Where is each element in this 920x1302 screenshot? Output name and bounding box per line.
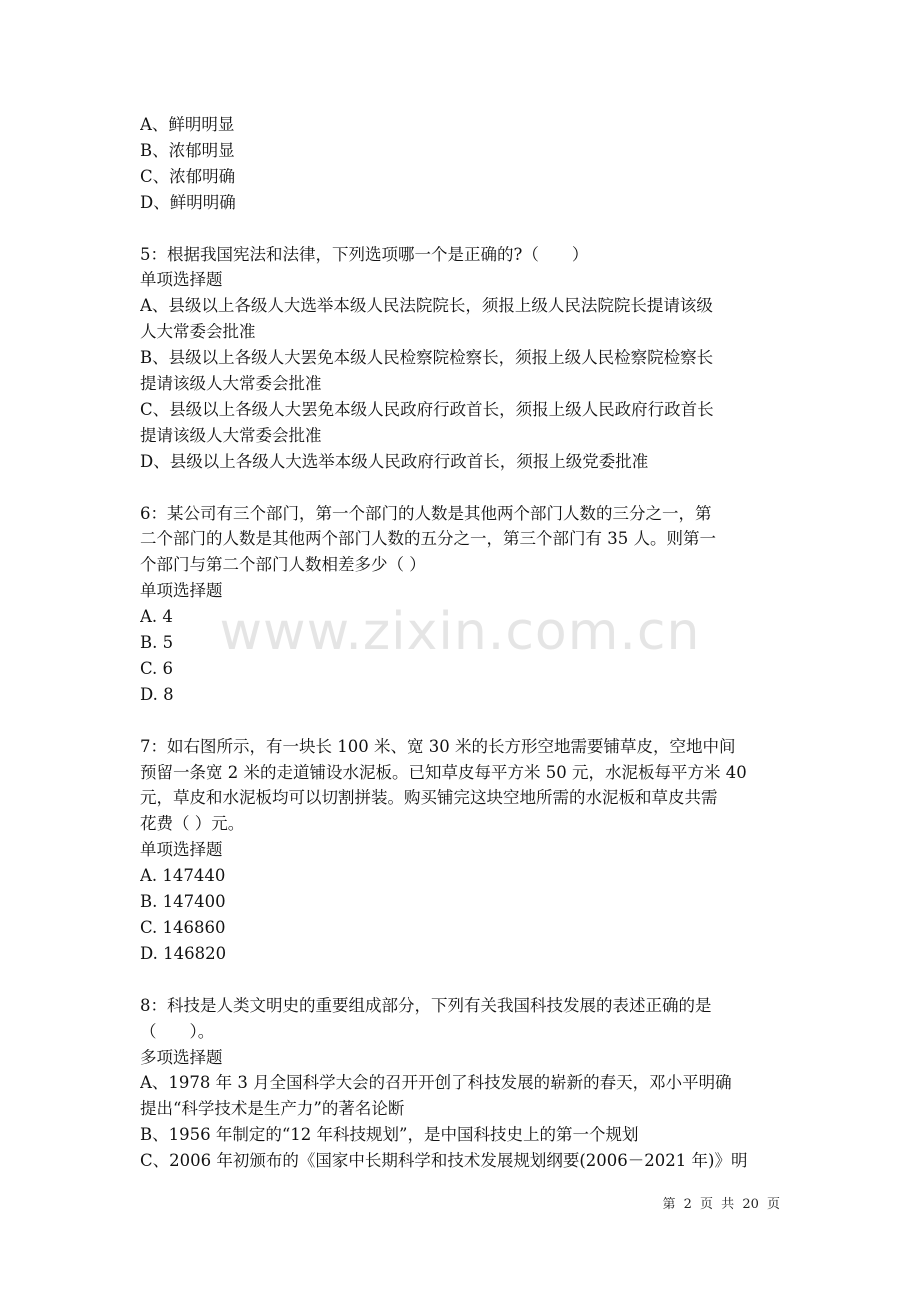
question-7	[140, 734, 785, 967]
option-line: D、县级以上各级人大选举本级人民政府行政首长，须报上级党委批准	[140, 451, 649, 471]
option-line: 人大常委会批准	[140, 322, 256, 342]
option-line: D. 8	[140, 684, 174, 704]
option-line: 提请该级人大常委会批准	[140, 374, 322, 394]
question-type: 单项选择题	[140, 581, 223, 601]
option-line: A、县级以上各级人大选举本级人民法院院长，须报上级人民法院院长提请该级	[140, 296, 713, 316]
question-type: 单项选择题	[140, 840, 223, 860]
option-line: 提请该级人大常委会批准	[140, 425, 322, 445]
question-type: 多项选择题	[140, 1047, 223, 1067]
question-stem: 二个部门的人数是其他两个部门人数的五分之一，第三个部门有 35 人。则第一	[140, 529, 716, 549]
option-line: C. 6	[140, 658, 174, 678]
option-line: C. 146860	[140, 917, 226, 937]
watermark: www.zixin.com.cn	[219, 602, 701, 662]
option-line: C、浓郁明确	[140, 166, 236, 186]
option-line: C、2006 年初颁布的《国家中长期科学和技术发展规划纲要(2006－2021 年)》明	[140, 1151, 748, 1171]
page-footer: 第 2 页 共 20 页	[662, 1197, 780, 1212]
option-line: 提出“科学技术是生产力”的著名论断	[140, 1099, 405, 1119]
option-list	[140, 112, 785, 216]
question-stem: 7：如右图所示，有一块长 100 米、宽 30 米的长方形空地需要铺草皮，空地中间	[140, 736, 736, 756]
option-line: B、县级以上各级人大罢免本级人民检察院检察长，须报上级人民检察院检察长	[140, 348, 714, 368]
option-line: A、鲜明明显	[140, 115, 235, 134]
option-line: A. 147440	[140, 866, 226, 886]
page-content	[140, 112, 785, 1174]
option-line: A、1978 年 3 月全国科学大会的召开开创了科技发展的崭新的春天，邓小平明确	[140, 1073, 732, 1093]
question-stem: 个部门与第二个部门人数相差多少（ ）	[140, 555, 426, 575]
question-stem: 8：科技是人类文明史的重要组成部分，下列有关我国科技发展的表述正确的是	[140, 995, 712, 1015]
option-line: D、鲜明明确	[140, 192, 236, 212]
question-stem: （ ）。	[140, 1021, 215, 1041]
question-stem: 预留一条宽 2 米的走道铺设水泥板。已知草皮每平方米 50 元，水泥板每平方米 40	[140, 762, 747, 782]
question-type: 单项选择题	[140, 270, 223, 290]
question-stem: 5：根据我国宪法和法律，下列选项哪一个是正确的?（ ）	[140, 244, 589, 264]
option-line: A. 4	[140, 607, 173, 627]
question-stem: 花费（ ）元。	[140, 814, 245, 834]
option-line: B、1956 年制定的“12 年科技规划”，是中国科技史上的第一个规划	[140, 1125, 639, 1145]
option-line: B. 147400	[140, 892, 226, 912]
option-line: B、浓郁明显	[140, 140, 235, 160]
option-line: D. 146820	[140, 943, 227, 963]
question-6	[140, 501, 785, 708]
option-line: B. 5	[140, 633, 174, 653]
question-8	[140, 993, 785, 1174]
question-stem: 元，草皮和水泥板均可以切割拼装。购买铺完这块空地所需的水泥板和草皮共需	[140, 788, 718, 808]
question-5	[140, 242, 785, 475]
question-stem: 6：某公司有三个部门，第一个部门的人数是其他两个部门人数的三分之一，第	[140, 503, 712, 523]
option-line: C、县级以上各级人大罢免本级人民政府行政首长，须报上级人民政府行政首长	[140, 399, 714, 419]
